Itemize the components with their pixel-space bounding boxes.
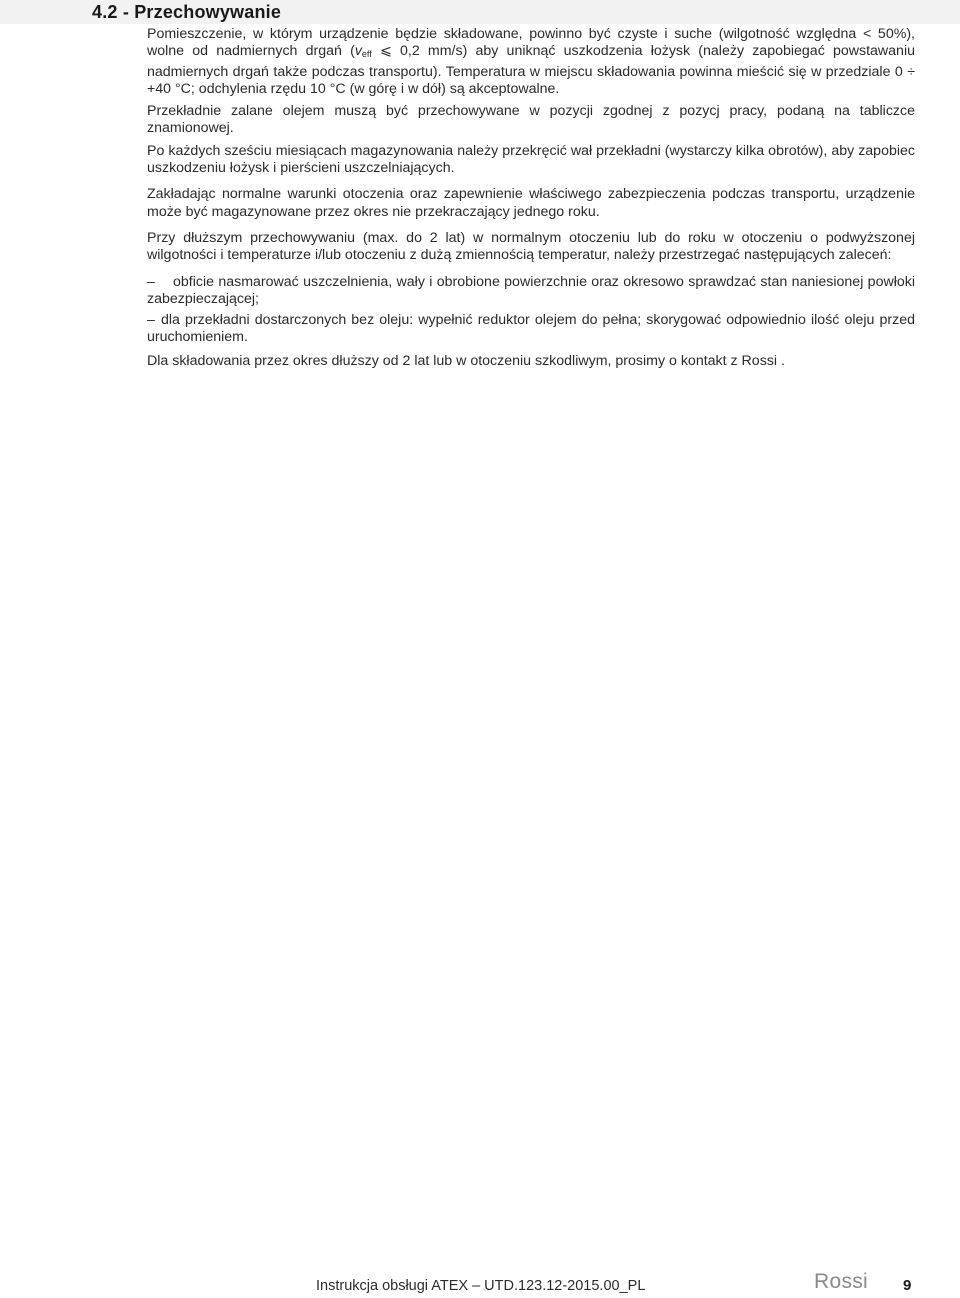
paragraph-storage-conditions xyxy=(147,26,915,98)
section-content xyxy=(147,26,915,375)
velocity-subscript: eff xyxy=(361,49,372,60)
section-header xyxy=(0,0,960,24)
paragraph-oil-filled-position: Przekładnie zalane olejem muszą być przechowywane w pozycji zgodnej z pozycj pracy, podaną na tabliczce znamionowej. xyxy=(147,103,915,137)
velocity-symbol: v xyxy=(354,43,362,60)
list-item-oil-filling xyxy=(147,312,915,347)
paragraph-storage-conditions-text-a: Pomieszczenie, w którym urządzenie będzie składowane, powinno być czyste i suche (wilgotność względna < 50%), wolne od nadmiernych drgań ( xyxy=(147,26,915,60)
footer-page-number: 9 xyxy=(903,1277,912,1294)
list-dash: – xyxy=(147,273,155,290)
footer-brand-logo: Rossi xyxy=(814,1270,869,1293)
list-item-lubrication-text: obficie nasmarować uszczelnienia, wały i obrobione powierzchnie oraz okresowo sprawdzać stan naniesionej powłoki zabezpieczającej; xyxy=(147,273,915,307)
paragraph-storage-duration: Zakładając normalne warunki otoczenia oraz zapewnienie właściwego zabezpieczenia podczas transportu, urządzenie może być magazynowane przez okres nie przekraczający jednego roku. xyxy=(147,186,915,220)
section-title: 4.2 - Przechowywanie xyxy=(92,2,282,22)
paragraph-storage-conditions-text-b: ⩽ 0,2 mm/s) aby uniknąć uszkodzenia łożysk (należy zapobiegać powstawaniu nadmiernych drgań także podczas transportu). Temperatura w miejscu składowania powinna mieścić się w przedziale 0 ÷ +40 °C; odchylenia rzędu 10 °C (w górę i w dół) są akceptowalne. xyxy=(147,43,915,97)
paragraph-long-term-storage: Przy dłuższym przechowywaniu (max. do 2 lat) w normalnym otoczeniu lub do roku w otoczeniu o podwyższonej wilgotności i temperaturze i/lub otoczeniu z dużą zmiennością temperatur, należy przestrzegać następujących zaleceń: xyxy=(147,229,915,264)
paragraph-shaft-rotation: Po każdych sześciu miesiącach magazynowania należy przekręcić wał przekładni (wystarczy kilka obrotów), aby zapobiec uszkodzeniu łożysk i pierścieni uszczelniających. xyxy=(147,142,915,177)
list-item-oil-filling-text: dla przekładni dostarczonych bez oleju: wypełnić reduktor olejem do pełna; skorygować odpowiednio ilość oleju przed uruchomieniem. xyxy=(147,312,915,346)
footer-document-label: Instrukcja obsługi ATEX – UTD.123.12-2015.00_PL xyxy=(316,1278,646,1294)
list-dash: – xyxy=(147,312,155,329)
paragraph-contact-rossi: Dla składowania przez okres dłuższy od 2 lat lub w otoczeniu szkodliwym, prosimy o kontakt z Rossi . xyxy=(147,352,785,369)
list-item-lubrication xyxy=(147,274,915,309)
